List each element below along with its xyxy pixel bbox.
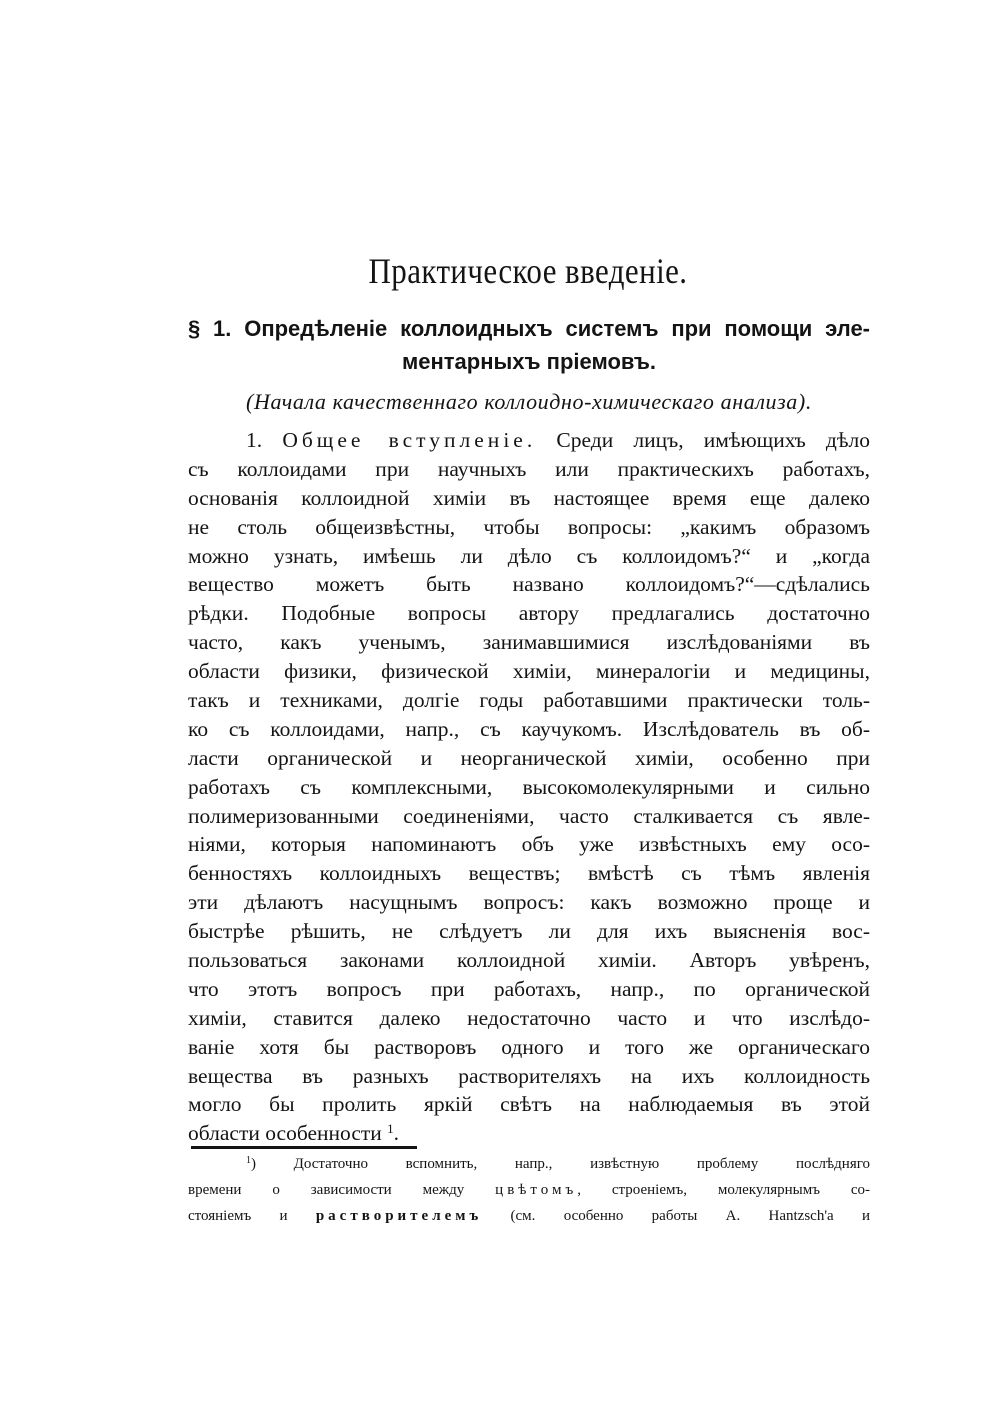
paragraph-line: ко съ коллоидами, напр., съ каучукомъ. Изслѣдователь въ об- xyxy=(188,716,870,741)
paragraph-line: эти дѣлаютъ насущнымъ вопросъ: какъ возможно проще и xyxy=(188,890,870,915)
section-heading-line-1: § 1. Опредѣленіе коллоидныхъ системъ при помощи эле- xyxy=(188,316,870,341)
paragraph-line: ваніе хотя бы растворовъ одного и того же органическаго xyxy=(188,1034,870,1059)
chapter-title: Практическое введеніе. xyxy=(368,251,688,291)
footnote xyxy=(188,1151,870,1229)
paragraph-line: быстрѣе рѣшить, не слѣдуетъ ли для ихъ выясненія вос- xyxy=(188,919,870,944)
section-heading-line-2: ментарныхъ пріемовъ. xyxy=(401,349,657,374)
paragraph-line: области физики, физической химіи, минералогіи и медицины, xyxy=(188,659,870,684)
footnote-mark: 1 xyxy=(246,1155,251,1166)
paragraph-line: вещество можетъ быть названо коллоидомъ?“—сдѣлались xyxy=(188,572,870,597)
paragraph-first-line-text: Среди лицъ, имѣющихъ дѣло xyxy=(556,428,871,452)
paragraph-line: не столь общеизвѣстны, чтобы вопросы: „какимъ образомъ xyxy=(188,514,870,539)
section-subtitle: (Начала качественнаго коллоидно-химическаго анализа). xyxy=(246,389,812,414)
paragraph-last-line-text: области особенности xyxy=(188,1121,382,1146)
paragraph-line: основанія коллоидной химіи въ настоящее время еще далеко xyxy=(188,485,870,510)
footnote-line-1: $^1$) Достаточно вспомнить, напр., извѣстную проблему послѣдняго xyxy=(246,1155,870,1172)
body-paragraph xyxy=(188,426,870,1148)
footnote-reference[interactable]: 1 xyxy=(387,1121,394,1137)
footnote-emphasis-2: растворителемъ xyxy=(315,1208,483,1224)
paragraph-heading: Общее вступленіе. xyxy=(282,428,537,452)
footnote-line-1-text: Достаточно вспомнить, напр., извѣстную проблему послѣдняго xyxy=(293,1156,870,1172)
paragraph-line: рѣдки. Подобные вопросы автору предлагались достаточно xyxy=(188,601,870,626)
footnote-emphasis-1: цвѣтомъ xyxy=(495,1182,578,1198)
paragraph-line: съ коллоидами при научныхъ или практическихъ работахъ, xyxy=(188,456,870,481)
paragraph-line: что этотъ вопросъ при работахъ, напр., по органической xyxy=(188,976,870,1001)
paragraph-line: могло бы пролить яркій свѣтъ на наблюдаемыя въ этой xyxy=(188,1092,870,1117)
paragraph-line: химіи, ставится далеко недостаточно часто и что изслѣдо- xyxy=(188,1005,870,1030)
paragraph-last-line xyxy=(188,1119,870,1148)
paragraph-first-line xyxy=(188,426,870,455)
footnote-divider xyxy=(191,1146,417,1149)
paragraph-line: такъ и техниками, долгіе годы работавшими практически толь- xyxy=(188,688,870,713)
footnote-line-3-start: стояніемъ и xyxy=(188,1208,288,1224)
paragraph-line: вещества въ разныхъ растворителяхъ на ихъ коллоидность xyxy=(188,1063,870,1088)
paragraph-line: полимеризованными соединеніями, часто сталкивается съ явле- xyxy=(188,803,870,828)
paragraph-end-punctuation: . xyxy=(393,1121,400,1146)
footnote-line-2-start: времени о зависимости между xyxy=(188,1182,465,1198)
paragraph-line: бенностяхъ коллоидныхъ веществъ; вмѣстѣ съ тѣмъ явленія xyxy=(188,861,870,886)
paragraph-line: работахъ съ комплексными, высокомолекулярными и сильно xyxy=(188,774,870,799)
footnote-line-2-end: , строеніемъ, молекулярнымъ со- xyxy=(577,1182,871,1198)
section-heading xyxy=(188,312,870,378)
paragraph-line: ніями, которыя напоминаютъ объ уже извѣстныхъ ему осо- xyxy=(188,832,870,857)
paragraph-line: ласти органической и неорганической химіи, особенно при xyxy=(188,745,870,770)
paragraph-line: пользоваться законами коллоидной химіи. Авторъ увѣренъ, xyxy=(188,948,870,973)
footnote-line-3 xyxy=(188,1203,870,1229)
paragraph-number: 1. xyxy=(246,428,263,452)
footnote-line-2 xyxy=(188,1177,870,1203)
paragraph-line: можно узнать, имѣешь ли дѣло съ коллоидомъ?“ и „когда xyxy=(188,543,870,568)
paragraph-line: часто, какъ ученымъ, занимавшимися изслѣдованіями въ xyxy=(188,630,870,655)
footnote-line-3-end: (см. особенно работы A. Hantzsch'а и xyxy=(510,1208,870,1224)
